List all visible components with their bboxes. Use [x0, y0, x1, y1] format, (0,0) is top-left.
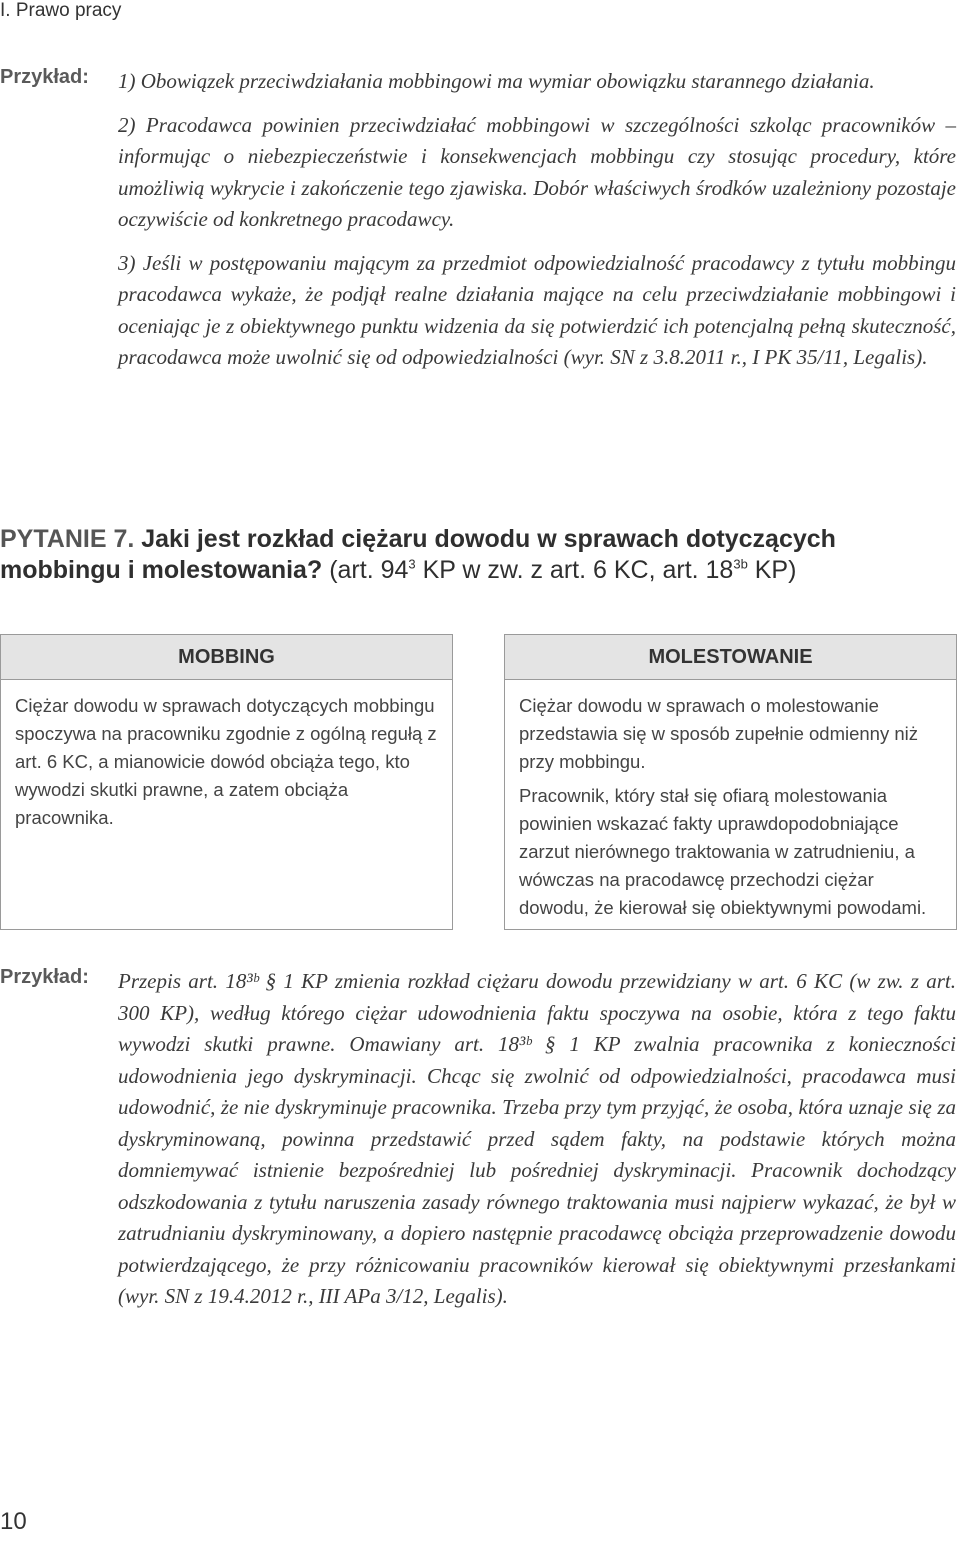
page-number: 10 [0, 1508, 27, 1535]
molestowanie-text [505, 680, 956, 922]
molestowanie-heading: MOLESTOWANIE [505, 635, 956, 680]
running-header: I. Prawo pracy [0, 0, 122, 21]
example-block-1 [0, 66, 960, 384]
mobbing-paragraph: Ciężar dowodu w sprawach dotyczących mobbingu spoczywa na pracowniku zgodnie z ogólną regułą z art. 6 KC, a mianowicie dowód obciąża tego, kto wywodzi skutki prawne, a zatem obciąża pracownika. [15, 695, 437, 828]
example-paragraph-3: 3) Jeśli w postępowaniu mającym za przedmiot odpowiedzialność pracodawcy z tytułu mobbingu pracodawca wykaże, że podjął realne działania mające na celu przeciwdziałanie mobbingowi i oceniając je z obiektywnego punktu widzenia da się potwierdzić ich potencjalną pełną skuteczność, pracodawca może uwolnić się od odpowiedzialności (wyr. SN z 3.8.2011 r., I PK 35/11, Legalis). [118, 250, 956, 369]
question-number: PYTANIE 7. [0, 525, 135, 553]
mobbing-heading: MOBBING [1, 635, 452, 680]
mobbing-text [1, 680, 452, 832]
example-body [118, 966, 956, 1313]
example-paragraph: Przepis art. 18³ᵇ § 1 KP zmienia rozkład ciężaru dowodu przewidziany w art. 6 KC (w zw. z art. 300 KP), według którego ciężar udowodnienia faktu spoczywa na osobie, która z tego faktu wywodzi skutki prawne. Omawiany art. 18³ᵇ § 1 KP zwalnia pracownika z konieczności udowodnienia jego dyskryminacji. Chcąc się zwolnić od odpowiedzialności, pracodawca musi udowodnić, że nie dyskryminuje pracownika. Trzeba przy tym przyjąć, że osoba, która uznaje się za dyskryminowaną, powinna przedstawić przed sądem fakty, na podstawie których można domniemywać istnienie bezpośredniej lub pośredniej dyskryminacji. Pracownik dochodzący odszkodowania z tytułu naruszenia zasady równego traktowania musi najpierw wykazać, że był w zatrudnianiu dyskryminowany, a dopiero następnie pracodawcę obciąża przeprowadzenie dowodu potwierdzającego, że przy różnicowaniu pracowników kierował się obiektywnymi przesłankami (wyr. SN z 19.4.2012 r., III APa 3/12, Legalis). [118, 969, 956, 1308]
question-heading [0, 524, 960, 586]
example-body [118, 66, 956, 374]
molestowanie-column [504, 634, 957, 930]
example-paragraph-1: 1) Obowiązek przeciwdziałania mobbingowi ma wymiar obowiązku starannego działania. [118, 69, 875, 93]
example-paragraph-2: 2) Pracodawca powinien przeciwdziałać mobbingowi w szczególności szkoląc pracowników – informując o niebezpieczeństwie i konsekwencjach mobbingu czy stosując procedury, które umożliwią wykrycie i zakończenie tego zjawiska. Dobór właściwych środków uzależniony pozostaje oczywiście od konkretnego pracodawcy. [118, 112, 956, 231]
example-block-2 [0, 966, 960, 1323]
comparison-table [0, 634, 957, 930]
example-label: Przykład: [0, 966, 89, 988]
example-label: Przykład: [0, 66, 89, 88]
molestowanie-paragraph-1: Ciężar dowodu w sprawach o molestowanie przedstawia się w sposób zupełnie odmienny niż przy mobbingu. [519, 695, 918, 772]
molestowanie-paragraph-2: Pracownik, który stał się ofiarą molestowania powinien wskazać fakty uprawdopodobniające zarzut nierównego traktowania w zatrudnieniu, a wówczas na pracodawcę przechodzi ciężar dowodu, że kierował się obiektywnymi powodami. [519, 785, 927, 918]
question-title: Jaki jest rozkład ciężaru dowodu w sprawach dotyczących mobbingu i molestowania? [0, 525, 836, 584]
mobbing-column [0, 634, 453, 930]
question-legal-reference: (art. $94^3$ KP w zw. z art. 6 KC, art. $18^{3b}$ KP) [329, 556, 797, 584]
